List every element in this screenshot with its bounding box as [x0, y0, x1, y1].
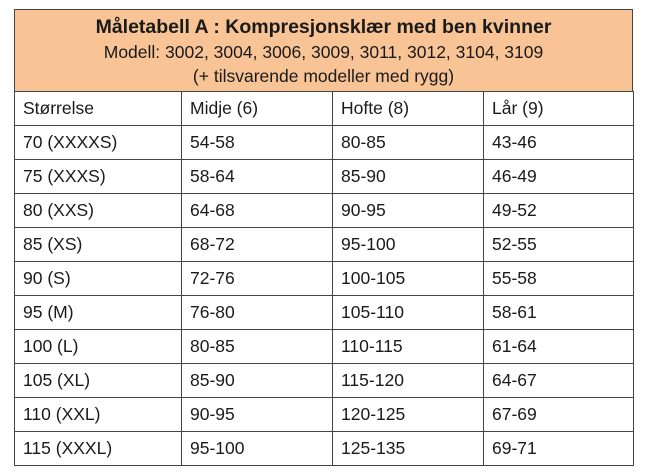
measurement-cell: 64-68 — [182, 194, 333, 228]
measurement-cell: 100-105 — [333, 262, 484, 296]
measurement-cell: 52-55 — [484, 228, 634, 262]
measurement-cell: 85-90 — [182, 364, 333, 398]
size-table — [14, 91, 634, 466]
header-row — [15, 92, 634, 126]
size-cell: 75 (XXXS) — [15, 160, 182, 194]
table-row — [15, 262, 634, 296]
size-cell: 110 (XXL) — [15, 398, 182, 432]
measurement-cell: 64-67 — [484, 364, 634, 398]
table-row — [15, 296, 634, 330]
measurement-cell: 46-49 — [484, 160, 634, 194]
measurement-cell: 76-80 — [182, 296, 333, 330]
measurement-cell: 72-76 — [182, 262, 333, 296]
table-row — [15, 432, 634, 466]
measurement-cell: 69-71 — [484, 432, 634, 466]
measurement-cell: 55-58 — [484, 262, 634, 296]
table-row — [15, 398, 634, 432]
model-list: Modell: 3002, 3004, 3006, 3009, 3011, 3012, 3104, 3109 — [103, 42, 544, 62]
chart-title: Måletabell A : Kompresjonsklær med ben kvinner — [95, 16, 552, 38]
size-cell: 70 (XXXXS) — [15, 126, 182, 160]
measurement-cell: 110-115 — [333, 330, 484, 364]
column-header: Hofte (8) — [333, 92, 484, 126]
measurement-cell: 68-72 — [182, 228, 333, 262]
measurement-cell: 105-110 — [333, 296, 484, 330]
column-header: Lår (9) — [484, 92, 634, 126]
table-row — [15, 194, 634, 228]
measurement-cell: 61-64 — [484, 330, 634, 364]
table-row — [15, 330, 634, 364]
size-cell: 80 (XXS) — [15, 194, 182, 228]
measurement-cell: 80-85 — [333, 126, 484, 160]
column-header: Størrelse — [15, 92, 182, 126]
table-row — [15, 228, 634, 262]
column-header: Midje (6) — [182, 92, 333, 126]
measurement-cell: 80-85 — [182, 330, 333, 364]
measurement-cell: 90-95 — [333, 194, 484, 228]
measurement-cell: 58-61 — [484, 296, 634, 330]
size-cell: 100 (L) — [15, 330, 182, 364]
measurement-cell: 90-95 — [182, 398, 333, 432]
measurement-cell: 58-64 — [182, 160, 333, 194]
measurement-cell: 54-58 — [182, 126, 333, 160]
model-note: (+ tilsvarende modeller med rygg) — [192, 66, 455, 86]
measurement-cell: 95-100 — [333, 228, 484, 262]
chart-header — [14, 9, 633, 91]
size-cell: 95 (M) — [15, 296, 182, 330]
table-row — [15, 160, 634, 194]
size-cell: 90 (S) — [15, 262, 182, 296]
table-row — [15, 364, 634, 398]
measurement-cell: 43-46 — [484, 126, 634, 160]
size-chart — [14, 9, 633, 466]
table-row — [15, 126, 634, 160]
measurement-cell: 85-90 — [333, 160, 484, 194]
measurement-cell: 95-100 — [182, 432, 333, 466]
measurement-cell: 125-135 — [333, 432, 484, 466]
measurement-cell: 115-120 — [333, 364, 484, 398]
measurement-cell: 49-52 — [484, 194, 634, 228]
size-cell: 115 (XXXL) — [15, 432, 182, 466]
size-cell: 85 (XS) — [15, 228, 182, 262]
size-cell: 105 (XL) — [15, 364, 182, 398]
measurement-cell: 67-69 — [484, 398, 634, 432]
measurement-cell: 120-125 — [333, 398, 484, 432]
